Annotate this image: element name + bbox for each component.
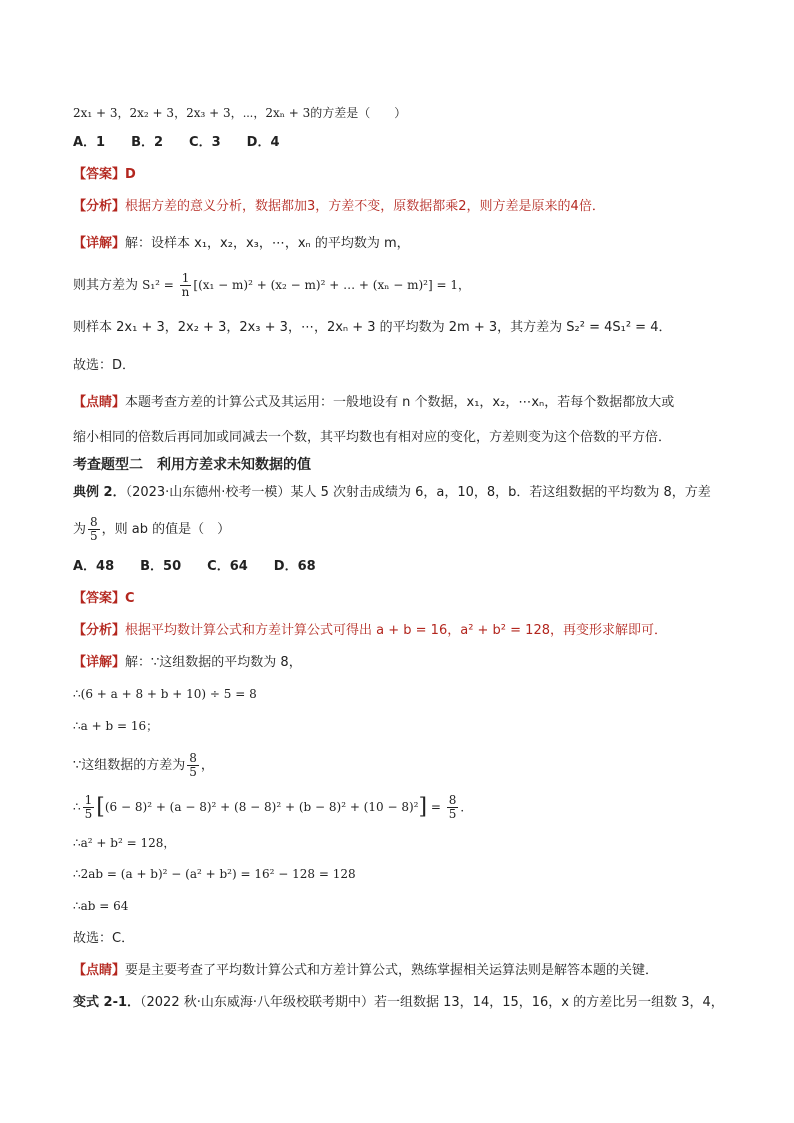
right-bracket: ] <box>418 794 428 820</box>
fraction-8-5 <box>88 516 100 543</box>
fraction-8-5 <box>187 752 199 779</box>
step4-end: ． <box>460 800 473 814</box>
answer-value: D <box>125 167 136 182</box>
frac-den: 5 <box>90 529 98 543</box>
q2-step2: ∴a + b = 16； <box>73 719 159 733</box>
detail-tag: 【详解】 <box>73 236 126 251</box>
comment-text: 要是主要考查了平均数计算公式和方差计算公式，熟练掌握相关运算法则是解答本题的关键． <box>125 963 659 978</box>
answer-tag: 【答案】 <box>73 167 126 182</box>
analysis-tag: 【分析】 <box>73 623 126 638</box>
detail-tag: 【详解】 <box>73 655 126 670</box>
frac-num: 1 <box>180 272 192 286</box>
frac-den: 5 <box>189 765 197 779</box>
q2-step3 <box>73 752 734 779</box>
frac-num: 8 <box>448 793 457 807</box>
q2-stem-line2 <box>73 516 734 543</box>
q1-options: A．1 B．2 C．3 D．4 <box>73 135 280 150</box>
section-title: 考查题型二 利用方差求未知数据的值 <box>73 457 311 473</box>
analysis-text: 根据平均数计算公式和方差计算公式可得出 a + b = 16，a² + b² = 128，再变形求解即可． <box>125 623 667 638</box>
detail-text: 解：设样本 x₁，x₂，x₃，⋯，xₙ 的平均数为 m， <box>125 236 410 251</box>
q2-step6: ∴2ab = (a + b)² − (a² + b²) = 16² − 128 = 128 <box>73 867 356 881</box>
left-bracket: [ <box>96 794 105 820</box>
q2-choose: 故选：C． <box>73 931 135 946</box>
formula-rest: [(x₁ − m)² + (x₂ − m)² + … + (xₙ − m)²] = 1， <box>193 278 470 292</box>
q2-step1: ∴(6 + a + 8 + b + 10) ÷ 5 = 8 <box>73 687 257 701</box>
detail-text: 解：∵这组数据的平均数为 8， <box>125 655 302 670</box>
q2-comment <box>73 961 734 981</box>
step3-prefix: ∵这组数据的方差为 <box>73 758 186 773</box>
variant-text: 若一组数据 13，14，15，16，x 的方差比另一组数 3，4， <box>374 995 724 1010</box>
q1-stem: 2x₁ + 3，2x₂ + 3，2x₃ + 3，⋯，2xₙ + 3的方差是（ ） <box>73 106 407 120</box>
frac-den: 5 <box>448 807 457 821</box>
variant-source: （2022 秋·山东威海·八年级校联考期中） <box>140 995 374 1010</box>
detail-prefix: 则其方差为 <box>73 278 143 293</box>
q1-analysis <box>73 197 734 217</box>
q1-answer <box>73 165 734 185</box>
q2-options: A．48 B．50 C．64 D．68 <box>73 559 316 574</box>
q2-detail-line1 <box>73 653 734 673</box>
q2-step7: ∴ab = 64 <box>73 899 129 913</box>
q1-choose: 故选：D． <box>73 358 136 373</box>
step4-body: (6 − 8)² + (a − 8)² + (8 − 8)² + (b − 8)² + (10 − 8)² <box>104 800 419 814</box>
frac-num: 8 <box>189 751 197 765</box>
q2-stem-text: 某人 5 次射击成绩为 6，a，10，8，b．若这组数据的平均数为 8，方差 <box>290 485 711 500</box>
q2-stem-line1 <box>73 483 734 503</box>
variant-label: 变式 2-1． <box>73 995 141 1010</box>
q1-detail-line2 <box>73 272 734 299</box>
step3-suffix: ， <box>200 758 214 773</box>
answer-tag: 【答案】 <box>73 591 126 606</box>
analysis-text: 根据方差的意义分析，数据都加3，方差不变，原数据都乘2，则方差是原来的4倍． <box>125 199 605 214</box>
frac-den: 5 <box>84 807 93 821</box>
q2-stem-prefix: 为 <box>73 522 87 537</box>
q2-stem-rest: ，则 ab 的值是（ ） <box>101 522 231 537</box>
q2-answer <box>73 589 734 609</box>
q2-step5: ∴a² + b² = 128， <box>73 836 176 850</box>
q1-comment-line1 <box>73 393 734 413</box>
q2-source: （2023·山东德州·校考一模） <box>125 485 291 500</box>
comment-tag: 【点睛】 <box>73 395 126 410</box>
frac-num: 1 <box>84 793 93 807</box>
comment-text: 本题考查方差的计算公式及其运用：一般地设有 n 个数据，x₁，x₂，⋯xₙ，若每个数据都放大或 <box>125 395 675 410</box>
fraction-1-5 <box>83 794 95 821</box>
frac-num: 8 <box>90 515 98 529</box>
q2-step4 <box>73 794 734 821</box>
fraction-8-5 <box>447 794 459 821</box>
answer-value: C <box>125 591 135 606</box>
step4-prefix: ∴ <box>73 800 81 814</box>
q2-analysis <box>73 621 734 641</box>
fraction-1-n <box>180 272 192 299</box>
q1-detail-line3: 则样本 2x₁ + 3，2x₂ + 3，2x₃ + 3，⋯，2xₙ + 3 的平均数为 2m + 3，其方差为 S₂² = 4S₁² = 4． <box>73 320 672 335</box>
q1-comment-line2: 缩小相同的倍数后再同加或同减去一个数，其平均数也有相对应的变化，方差则变为这个倍数的平方倍． <box>73 430 672 445</box>
analysis-tag: 【分析】 <box>73 199 126 214</box>
variant-line <box>73 993 734 1013</box>
q1-detail-line1 <box>73 234 734 254</box>
q2-label: 典例 2． <box>73 485 126 500</box>
comment-tag: 【点睛】 <box>73 963 126 978</box>
formula-s1: S₁² = <box>142 278 178 292</box>
frac-den: n <box>181 285 190 299</box>
step4-eq: = <box>427 800 445 814</box>
